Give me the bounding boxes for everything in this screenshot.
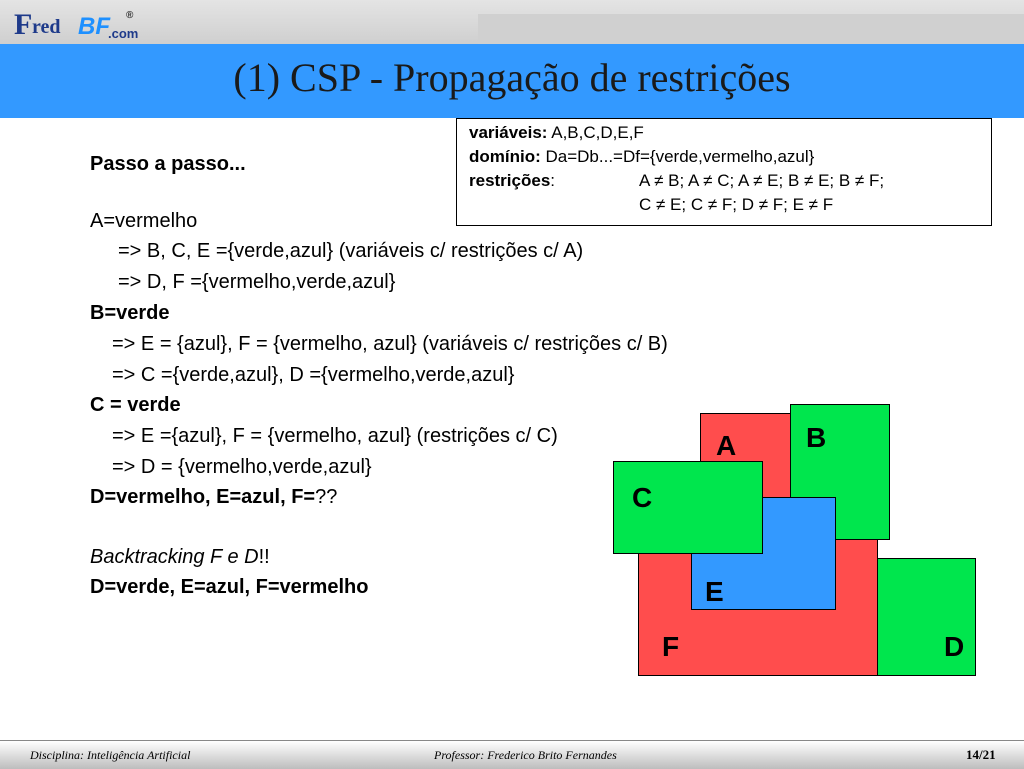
top-bar: F red BF .com ®	[0, 0, 1024, 44]
footer-professor: Professor: Frederico Brito Fernandes	[434, 748, 617, 762]
region-e-label: E	[705, 576, 724, 607]
step-d-assign: D=vermelho, E=azul, F=??	[90, 486, 338, 508]
step-c-line-1: => E ={azul}, F = {vermelho, azul} (restrições c/ C)	[112, 425, 558, 447]
constraints-line-2: C ≠ E; C ≠ F; D ≠ F; E ≠ F	[639, 195, 834, 214]
steps-heading: Passo a passo...	[90, 153, 246, 175]
footer-bar	[0, 740, 1024, 769]
region-a-label: A	[716, 430, 737, 461]
top-bar-accent	[478, 14, 1024, 44]
region-b-label: B	[806, 422, 827, 453]
page-number: 14/21	[966, 747, 996, 762]
step-b-line-1: => E = {azul}, F = {vermelho, azul} (variáveis c/ restrições c/ B)	[112, 333, 668, 355]
domain-line: domínio: Da=Db...=Df={verde,vermelho,azul}	[469, 147, 815, 166]
footer-discipline: Disciplina: Inteligência Artificial	[30, 748, 191, 762]
step-b-assign: B=verde	[90, 302, 170, 324]
constraints-label: restrições:	[469, 171, 556, 190]
region-f-label: F	[662, 631, 680, 662]
step-c-assign: C = verde	[90, 394, 181, 416]
step-a-assign: A=vermelho	[90, 210, 198, 232]
region-c-label: C	[632, 482, 653, 513]
step-b-line-2: => C ={verde,azul}, D ={vermelho,verde,azul}	[112, 364, 515, 386]
backtracking-note: Backtracking F e D!!	[90, 546, 270, 568]
final-solution: D=verde, E=azul, F=vermelho	[90, 576, 369, 598]
constraints-line-1: A ≠ B; A ≠ C; A ≠ E; B ≠ E; B ≠ F;	[639, 171, 885, 190]
slide-title: (1) CSP - Propagação de restrições	[233, 55, 791, 100]
step-a-line-1: => B, C, E ={verde,azul} (variáveis c/ restrições c/ A)	[118, 240, 584, 262]
variables-line: variáveis: A,B,C,D,E,F	[469, 123, 644, 142]
region-d-label: D	[944, 631, 965, 662]
step-a-line-2: => D, F ={vermelho,verde,azul}	[118, 271, 396, 293]
step-c-line-2: => D = {vermelho,verde,azul}	[112, 456, 372, 478]
csp-definition-box	[456, 118, 992, 226]
